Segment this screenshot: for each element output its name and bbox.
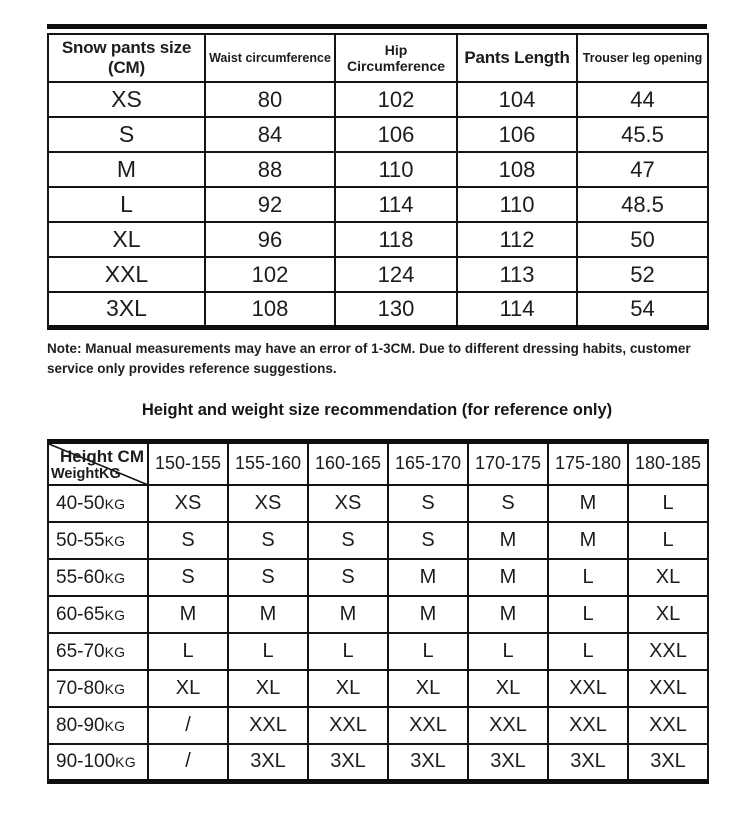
recommended-size: 3XL <box>628 744 708 781</box>
recommended-size: L <box>548 633 628 670</box>
weight-range-label: 50-55KG <box>48 522 148 559</box>
column-header-waist: Waist circumference <box>205 34 335 82</box>
weight-range-label: 70-80KG <box>48 670 148 707</box>
length-value: 106 <box>457 117 577 152</box>
weight-range-label: 55-60KG <box>48 559 148 596</box>
height-column-header: 170-175 <box>468 441 548 485</box>
weight-unit: KG <box>104 569 126 586</box>
corner-header-cell <box>48 441 148 485</box>
recommended-size: XL <box>628 596 708 633</box>
recommended-size: 3XL <box>308 744 388 781</box>
recommended-size: / <box>148 707 228 744</box>
table-row <box>48 257 708 292</box>
leg-opening-value: 54 <box>577 292 708 327</box>
size-label: M <box>48 152 205 187</box>
recommended-size: L <box>628 485 708 522</box>
recommended-size: S <box>228 522 308 559</box>
table-row <box>48 222 708 257</box>
weight-range-label: 65-70KG <box>48 633 148 670</box>
recommended-size: L <box>148 633 228 670</box>
table-header-row <box>48 441 708 485</box>
leg-opening-value: 50 <box>577 222 708 257</box>
measurement-note: Note: Manual measurements may have an error of 1-3CM. Due to different dressing habits, customer service only provides reference suggestions. <box>47 340 691 376</box>
leg-opening-value: 48.5 <box>577 187 708 222</box>
table-row <box>48 633 708 670</box>
length-value: 114 <box>457 292 577 327</box>
weight-range-label: 40-50KG <box>48 485 148 522</box>
recommended-size: XL <box>228 670 308 707</box>
height-column-header: 160-165 <box>308 441 388 485</box>
weight-unit: KG <box>104 643 126 660</box>
waist-value: 92 <box>205 187 335 222</box>
recommended-size: XXL <box>228 707 308 744</box>
weight-unit: KG <box>104 717 126 734</box>
table-top-bar <box>47 24 707 29</box>
hip-value: 114 <box>335 187 457 222</box>
weight-range-label: 60-65KG <box>48 596 148 633</box>
waist-value: 96 <box>205 222 335 257</box>
recommended-size: L <box>548 559 628 596</box>
hip-value: 118 <box>335 222 457 257</box>
recommended-size: XL <box>628 559 708 596</box>
recommended-size: XL <box>148 670 228 707</box>
recommended-size: XL <box>468 670 548 707</box>
recommended-size: XXL <box>308 707 388 744</box>
hip-value: 106 <box>335 117 457 152</box>
height-column-header: 155-160 <box>228 441 308 485</box>
recommended-size: L <box>548 596 628 633</box>
recommended-size: 3XL <box>228 744 308 781</box>
leg-opening-value: 45.5 <box>577 117 708 152</box>
table-row <box>48 744 708 781</box>
size-label: XS <box>48 82 205 117</box>
waist-value: 102 <box>205 257 335 292</box>
weight-range-label: 90-100KG <box>48 744 148 781</box>
table-row <box>48 292 708 327</box>
recommended-size: M <box>228 596 308 633</box>
size-label: XL <box>48 222 205 257</box>
recommended-size: M <box>468 559 548 596</box>
recommended-size: M <box>548 485 628 522</box>
size-label: 3XL <box>48 292 205 327</box>
leg-opening-value: 52 <box>577 257 708 292</box>
recommended-size: XXL <box>548 707 628 744</box>
table-row <box>48 485 708 522</box>
recommended-size: M <box>388 559 468 596</box>
recommended-size: 3XL <box>548 744 628 781</box>
hip-value: 102 <box>335 82 457 117</box>
recommended-size: M <box>308 596 388 633</box>
length-value: 110 <box>457 187 577 222</box>
weight-axis-label: WeightKG <box>51 466 121 482</box>
column-header-leg-opening: Trouser leg opening <box>577 34 708 82</box>
table-row <box>48 152 708 187</box>
recommended-size: 3XL <box>468 744 548 781</box>
table-header-row <box>48 34 708 82</box>
column-header-hip: Hip Circumference <box>335 34 457 82</box>
recommended-size: S <box>308 559 388 596</box>
table-row <box>48 670 708 707</box>
recommended-size: M <box>388 596 468 633</box>
recommended-size: XS <box>228 485 308 522</box>
recommended-size: S <box>308 522 388 559</box>
recommended-size: L <box>628 522 708 559</box>
leg-opening-value: 44 <box>577 82 708 117</box>
recommended-size: XS <box>148 485 228 522</box>
waist-value: 80 <box>205 82 335 117</box>
table-row <box>48 559 708 596</box>
recommended-size: S <box>228 559 308 596</box>
height-weight-recommendation-table <box>47 439 709 784</box>
length-value: 104 <box>457 82 577 117</box>
hip-value: 124 <box>335 257 457 292</box>
recommended-size: XXL <box>388 707 468 744</box>
hip-value: 130 <box>335 292 457 327</box>
recommended-size: L <box>228 633 308 670</box>
weight-unit: KG <box>115 753 136 770</box>
recommended-size: S <box>468 485 548 522</box>
recommended-size: 3XL <box>388 744 468 781</box>
recommended-size: M <box>468 596 548 633</box>
length-value: 113 <box>457 257 577 292</box>
waist-value: 88 <box>205 152 335 187</box>
recommended-size: XL <box>388 670 468 707</box>
recommended-size: XXL <box>468 707 548 744</box>
height-column-header: 165-170 <box>388 441 468 485</box>
height-column-header: 150-155 <box>148 441 228 485</box>
table-row <box>48 187 708 222</box>
length-value: 108 <box>457 152 577 187</box>
recommended-size: L <box>308 633 388 670</box>
recommended-size: M <box>148 596 228 633</box>
waist-value: 84 <box>205 117 335 152</box>
recommended-size: S <box>148 522 228 559</box>
recommended-size: M <box>548 522 628 559</box>
weight-unit: KG <box>104 532 126 549</box>
table-row <box>48 117 708 152</box>
recommended-size: L <box>468 633 548 670</box>
recommended-size: XXL <box>628 707 708 744</box>
column-header-length: Pants Length <box>457 34 577 82</box>
table-row <box>48 82 708 117</box>
size-label: L <box>48 187 205 222</box>
waist-value: 108 <box>205 292 335 327</box>
recommended-size: XXL <box>548 670 628 707</box>
length-value: 112 <box>457 222 577 257</box>
weight-unit: KG <box>104 680 126 697</box>
table-row <box>48 707 708 744</box>
height-axis-label: Height CM <box>59 446 144 466</box>
leg-opening-value: 47 <box>577 152 708 187</box>
weight-range-label: 80-90KG <box>48 707 148 744</box>
recommended-size: S <box>388 485 468 522</box>
size-label: XXL <box>48 257 205 292</box>
recommended-size: S <box>148 559 228 596</box>
recommended-size: XL <box>308 670 388 707</box>
recommended-size: S <box>388 522 468 559</box>
size-measurement-table <box>47 33 709 330</box>
recommended-size: / <box>148 744 228 781</box>
table-row <box>48 522 708 559</box>
height-column-header: 180-185 <box>628 441 708 485</box>
table-row <box>48 596 708 633</box>
recommended-size: M <box>468 522 548 559</box>
weight-unit: KG <box>104 495 126 512</box>
hip-value: 110 <box>335 152 457 187</box>
recommended-size: XXL <box>628 633 708 670</box>
weight-unit: KG <box>104 606 126 623</box>
recommended-size: L <box>388 633 468 670</box>
recommended-size: XXL <box>628 670 708 707</box>
height-column-header: 175-180 <box>548 441 628 485</box>
recommended-size: XS <box>308 485 388 522</box>
column-header-size: Snow pants size (CM) <box>48 34 205 82</box>
recommendation-title: Height and weight size recommendation (for reference only) <box>141 400 613 419</box>
size-label: S <box>48 117 205 152</box>
